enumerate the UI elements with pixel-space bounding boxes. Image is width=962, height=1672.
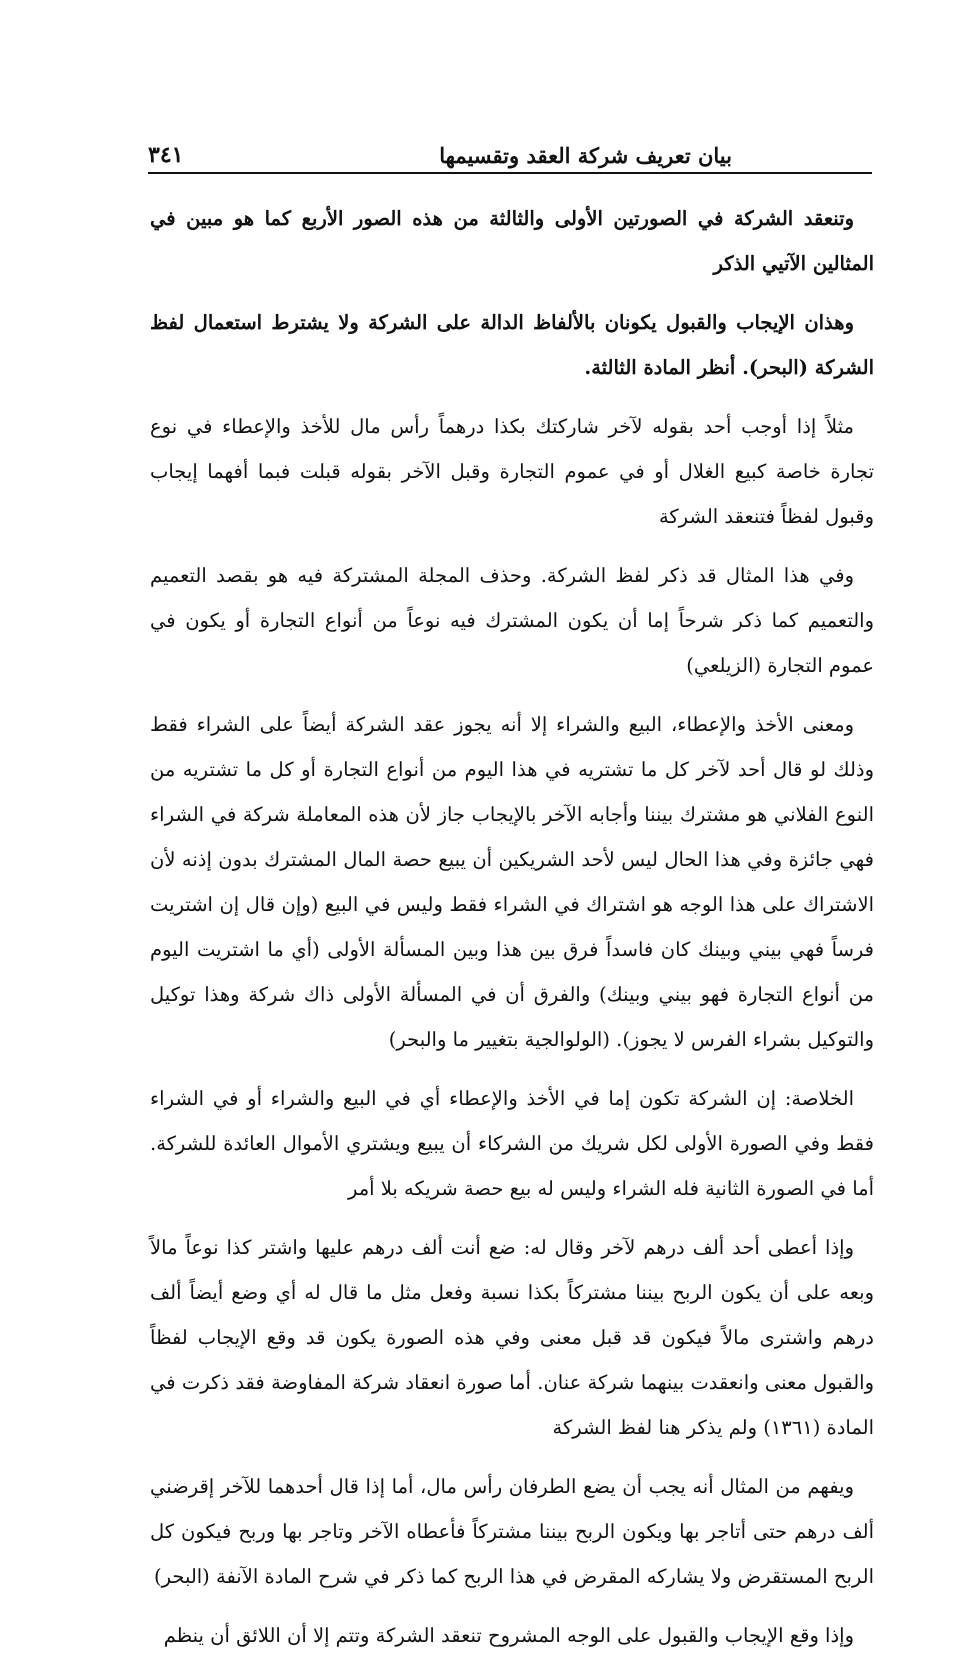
paragraph: وهذان الإيجاب والقبول يكونان بالألفاظ الدالة على الشركة ولا يشترط استعمال لفظ الشركة (البحر). أنظر المادة الثالثة. xyxy=(150,311,874,379)
paragraph: ومعنى الأخذ والإعطاء، البيع والشراء إلا أنه يجوز عقد الشركة أيضاً على الشراء فقط وذلك لو قال أحد لآخر كل ما تشتريه في هذا اليوم من أنواع التجارة أو كل ما تشتريه من النوع الفلاني هو مشترك بيننا وأجابه الآخر بالإيجاب جاز لأن هذه المعاملة شركة في الشراء فهي جائزة وفي هذا الحال ليس لأحد الشريكين أن يبيع حصة المال المشترك بدون إذنه لأن الاشتراك على هذا الوجه هو اشتراك في الشراء فقط وليس في البيع (وإن قال إن اشتريت فرساً فهي بيني وبينك كان فاسداً فرق بين هذا وبين المسألة الأولى (أي ما اشتريت اليوم من أنواع التجارة فهو بيني وبينك) والفرق أن في المسألة الأولى ذاك شركة وهذا توكيل والتوكيل بشراء الفرس لا يجوز). (الولوالجية بتغيير ما والبحر) xyxy=(150,713,874,1051)
page-number: ٣٤١ xyxy=(148,142,184,168)
running-header xyxy=(148,128,872,174)
paragraph: ويفهم من المثال أنه يجب أن يضع الطرفان رأس مال، أما إذا قال أحدهما للآخر إقرضني ألف درهم حتى أتاجر بها ويكون الربح بيننا مشتركاً فأعطاه الآخر وتاجر بها وربح فيكون كل الربح المستقرض ولا يشاركه المقرض في هذا الربح كما ذكر في شرح المادة الآنفة (البحر) xyxy=(150,1475,874,1588)
paragraph: وإذا أعطى أحد ألف درهم لآخر وقال له: ضع أنت ألف درهم عليها واشتر كذا نوعاً مالاً وبعه على أن يكون الربح بيننا مشتركاً بكذا نسبة وفعل مثل ما قال له أي وضع أيضاً ألف درهم واشترى مالاً فيكون قد قبل معنى وفي هذه الصورة يكون قد وقع الإيجاب لفظاً والقبول معنى وانعقدت بينهما شركة عنان. أما صورة انعقاد شركة المفاوضة فقد ذكرت في المادة (١٣٦١) ولم يذكر هنا لفظ الشركة xyxy=(150,1236,874,1439)
body-text xyxy=(150,196,874,1672)
paragraph: وتنعقد الشركة في الصورتين الأولى والثالثة من هذه الصور الأربع كما هو مبين في المثالين الآتيي الذكر xyxy=(150,207,874,275)
paragraph: وفي هذا المثال قد ذكر لفظ الشركة. وحذف المجلة المشتركة فيه هو بقصد التعميم والتعميم كما ذكر شرحاً إما أن يكون المشترك فيه نوعاً من أنواع التجارة أو يكون في عموم التجارة (الزيلعي) xyxy=(150,564,874,677)
paragraph: وإذا وقع الإيجاب والقبول على الوجه المشروح تنعقد الشركة وتتم إلا أن اللائق أن ينظم xyxy=(163,1624,854,1647)
paragraph: الخلاصة: إن الشركة تكون إما في الأخذ والإعطاء أي في البيع والشراء أو في الشراء فقط وفي الصورة الأولى لكل شريك من الشركاء أن يبيع ويشتري الأموال العائدة للشركة. أما في الصورة الثانية فله الشراء وليس له بيع حصة شريكه بلا أمر xyxy=(150,1087,874,1200)
running-title: بيان تعريف شركة العقد وتقسيمها xyxy=(439,143,732,168)
paragraph: مثلاً إذا أوجب أحد بقوله لآخر شاركتك بكذا درهماً رأس مال للأخذ والإعطاء في نوع تجارة خاصة كبيع الغلال أو في عموم التجارة وقبل الآخر بقوله قبلت فبما أفهما إيجاب وقبول لفظاً فتنعقد الشركة xyxy=(150,415,874,528)
